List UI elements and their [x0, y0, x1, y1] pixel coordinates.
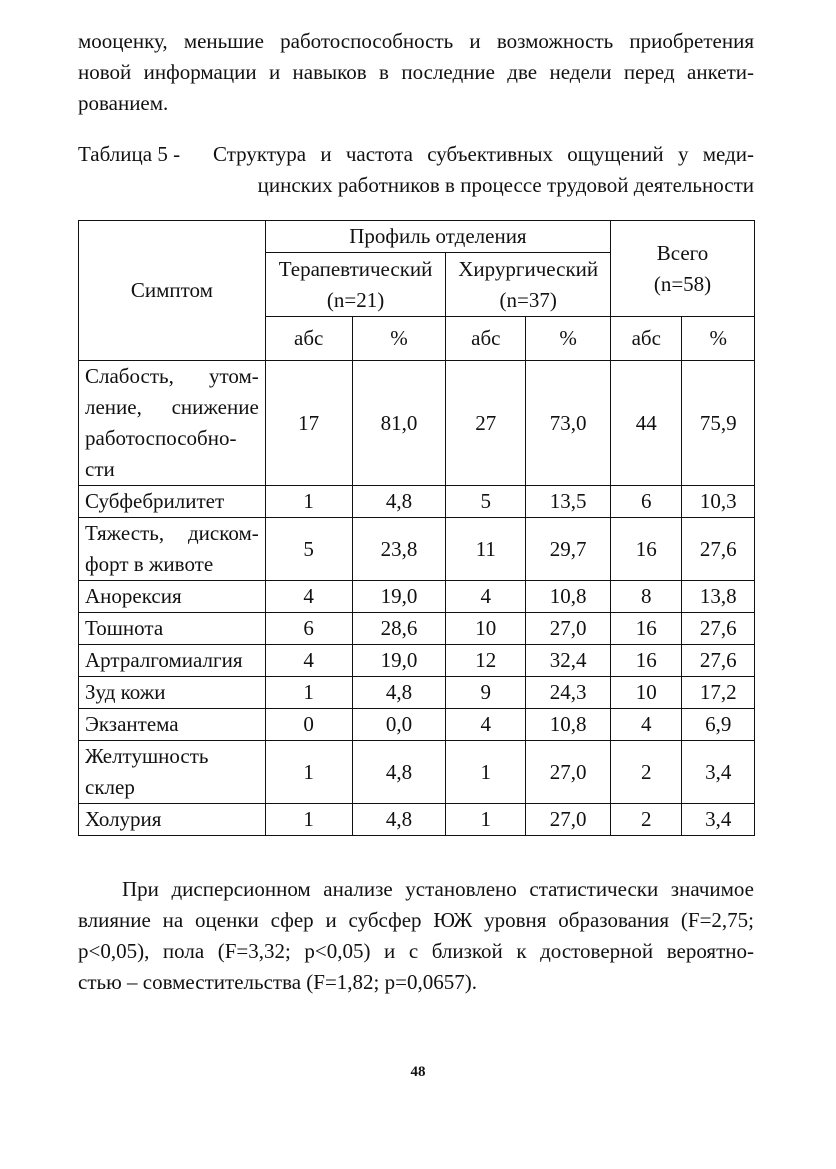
therapeutic-pct-cell: 4,8 — [352, 741, 446, 804]
page-number: 48 — [410, 1064, 426, 1080]
symptom-line: Холурия — [85, 807, 162, 831]
therapeutic-abs-cell: 1 — [265, 804, 352, 836]
therapeutic-label: Терапевтический — [278, 256, 433, 281]
surgical-pct-cell: 13,5 — [526, 486, 611, 518]
therapeutic-pct-cell: 28,6 — [352, 613, 446, 645]
therapeutic-pct-cell: 4,8 — [352, 677, 446, 709]
total-pct-cell: 27,6 — [682, 613, 755, 645]
therapeutic-abs-cell: 4 — [265, 581, 352, 613]
table-row — [79, 518, 755, 581]
symptom-cell — [79, 518, 266, 581]
surgical-pct-cell: 73,0 — [526, 361, 611, 486]
symptom-line: сти — [85, 457, 115, 481]
surgical-pct-cell: 24,3 — [526, 677, 611, 709]
table-caption — [213, 139, 754, 201]
total-pct-cell: 6,9 — [682, 709, 755, 741]
table-caption-line: цинских работников в процессе трудовой деятельности — [257, 173, 754, 197]
surgical-header — [446, 253, 611, 317]
abs-header: абс — [446, 317, 526, 361]
total-abs-cell: 6 — [611, 486, 682, 518]
total-header — [611, 221, 755, 317]
total-pct-cell: 27,6 — [682, 645, 755, 677]
therapeutic-pct-cell: 19,0 — [352, 645, 446, 677]
total-pct-cell: 3,4 — [682, 804, 755, 836]
surgical-abs-cell: 12 — [446, 645, 526, 677]
therapeutic-abs-cell: 6 — [265, 613, 352, 645]
therapeutic-abs-cell: 17 — [265, 361, 352, 486]
symptom-cell — [79, 677, 266, 709]
surgical-n: (n=37) — [499, 287, 557, 312]
therapeutic-abs-cell: 4 — [265, 645, 352, 677]
total-pct-cell: 3,4 — [682, 741, 755, 804]
total-pct-cell: 13,8 — [682, 581, 755, 613]
therapeutic-header — [265, 253, 446, 317]
table-row — [79, 677, 755, 709]
symptom-line: форт в животе — [85, 552, 214, 576]
table-row — [79, 709, 755, 741]
surgical-pct-cell: 27,0 — [526, 804, 611, 836]
surgical-pct-cell: 29,7 — [526, 518, 611, 581]
pct-header: % — [682, 317, 755, 361]
symptom-line: Субфебрилитет — [85, 489, 225, 513]
symptom-cell — [79, 486, 266, 518]
symptom-cell — [79, 581, 266, 613]
therapeutic-pct-cell: 81,0 — [352, 361, 446, 486]
table-row — [79, 804, 755, 836]
therapeutic-pct-cell: 19,0 — [352, 581, 446, 613]
surgical-pct-cell: 27,0 — [526, 741, 611, 804]
symptom-line: Слабость, утом- — [85, 364, 259, 388]
symptom-cell — [79, 741, 266, 804]
total-abs-cell: 16 — [611, 518, 682, 581]
symptom-line: Тяжесть, диском- — [85, 521, 259, 545]
symptom-line: ление, снижение — [85, 395, 259, 419]
total-abs-cell: 16 — [611, 645, 682, 677]
therapeutic-n: (n=21) — [326, 287, 385, 312]
intro-paragraph — [78, 26, 754, 119]
outro-line: влияние на оценки сфер и субсфер ЮЖ уровня образования (F=2,75; — [78, 908, 754, 932]
abs-header: абс — [611, 317, 682, 361]
symptom-line: Экзантема — [85, 712, 179, 736]
therapeutic-abs-cell: 0 — [265, 709, 352, 741]
total-abs-cell: 8 — [611, 581, 682, 613]
total-pct-cell: 10,3 — [682, 486, 755, 518]
surgical-abs-cell: 11 — [446, 518, 526, 581]
total-abs-cell: 2 — [611, 804, 682, 836]
outro-line: При дисперсионном анализе установлено статистически значимое — [122, 877, 754, 901]
surgical-abs-cell: 5 — [446, 486, 526, 518]
therapeutic-pct-cell: 0,0 — [352, 709, 446, 741]
total-abs-cell: 10 — [611, 677, 682, 709]
outro-line: p<0,05), пола (F=3,32; p<0,05) и с близкой к достоверной вероятно- — [78, 939, 754, 963]
surgical-abs-cell: 27 — [446, 361, 526, 486]
total-label: Всего — [656, 240, 709, 265]
therapeutic-abs-cell: 1 — [265, 741, 352, 804]
total-abs-cell: 2 — [611, 741, 682, 804]
symptom-line: Анорексия — [85, 584, 182, 608]
total-pct-cell: 17,2 — [682, 677, 755, 709]
surgical-abs-cell: 1 — [446, 804, 526, 836]
symptom-table — [78, 220, 755, 836]
total-pct-cell: 27,6 — [682, 518, 755, 581]
symptom-cell — [79, 645, 266, 677]
pct-header: % — [526, 317, 611, 361]
surgical-pct-cell: 27,0 — [526, 613, 611, 645]
profile-header: Профиль отделения — [265, 221, 610, 253]
symptom-line: Тошнота — [85, 616, 164, 640]
intro-line: мооценку, меньшие работоспособность и возможность приобретения — [78, 29, 754, 53]
therapeutic-pct-cell: 4,8 — [352, 486, 446, 518]
table-row — [79, 486, 755, 518]
therapeutic-pct-cell: 4,8 — [352, 804, 446, 836]
surgical-abs-cell: 1 — [446, 741, 526, 804]
symptom-line: Артралгомиалгия — [85, 648, 243, 672]
symptom-line: работоспособно- — [85, 426, 237, 450]
symptom-line: Желтушность — [85, 744, 209, 768]
pct-header: % — [352, 317, 446, 361]
table-row — [79, 613, 755, 645]
abs-header: абс — [265, 317, 352, 361]
therapeutic-abs-cell: 1 — [265, 486, 352, 518]
surgical-abs-cell: 4 — [446, 709, 526, 741]
total-abs-cell: 4 — [611, 709, 682, 741]
symptom-cell — [79, 361, 266, 486]
intro-line: рованием. — [78, 91, 169, 115]
surgical-pct-cell: 10,8 — [526, 709, 611, 741]
therapeutic-abs-cell: 1 — [265, 677, 352, 709]
symptom-line: Зуд кожи — [85, 680, 166, 704]
surgical-label: Хирургический — [458, 256, 599, 281]
table-caption-line: Структура и частота субъективных ощущений у меди- — [213, 142, 754, 166]
symptom-line: склер — [85, 775, 135, 799]
surgical-abs-cell: 10 — [446, 613, 526, 645]
outro-paragraph — [78, 874, 754, 998]
table-row — [79, 581, 755, 613]
surgical-pct-cell: 10,8 — [526, 581, 611, 613]
surgical-pct-cell: 32,4 — [526, 645, 611, 677]
symptom-header: Симптом — [79, 221, 266, 361]
symptom-cell — [79, 709, 266, 741]
surgical-abs-cell: 9 — [446, 677, 526, 709]
table-body — [79, 361, 755, 836]
total-abs-cell: 44 — [611, 361, 682, 486]
total-n: (n=58) — [653, 271, 712, 296]
table-row — [79, 361, 755, 486]
surgical-abs-cell: 4 — [446, 581, 526, 613]
therapeutic-abs-cell: 5 — [265, 518, 352, 581]
intro-line: новой информации и навыков в последние две недели перед анкети- — [78, 60, 754, 84]
table-row — [79, 741, 755, 804]
symptom-cell — [79, 613, 266, 645]
therapeutic-pct-cell: 23,8 — [352, 518, 446, 581]
table-caption-label: Таблица 5 - — [78, 142, 181, 166]
outro-line: стью – совместительства (F=1,82; p=0,0657). — [78, 970, 477, 994]
total-pct-cell: 75,9 — [682, 361, 755, 486]
table-row — [79, 645, 755, 677]
symptom-cell — [79, 804, 266, 836]
total-abs-cell: 16 — [611, 613, 682, 645]
